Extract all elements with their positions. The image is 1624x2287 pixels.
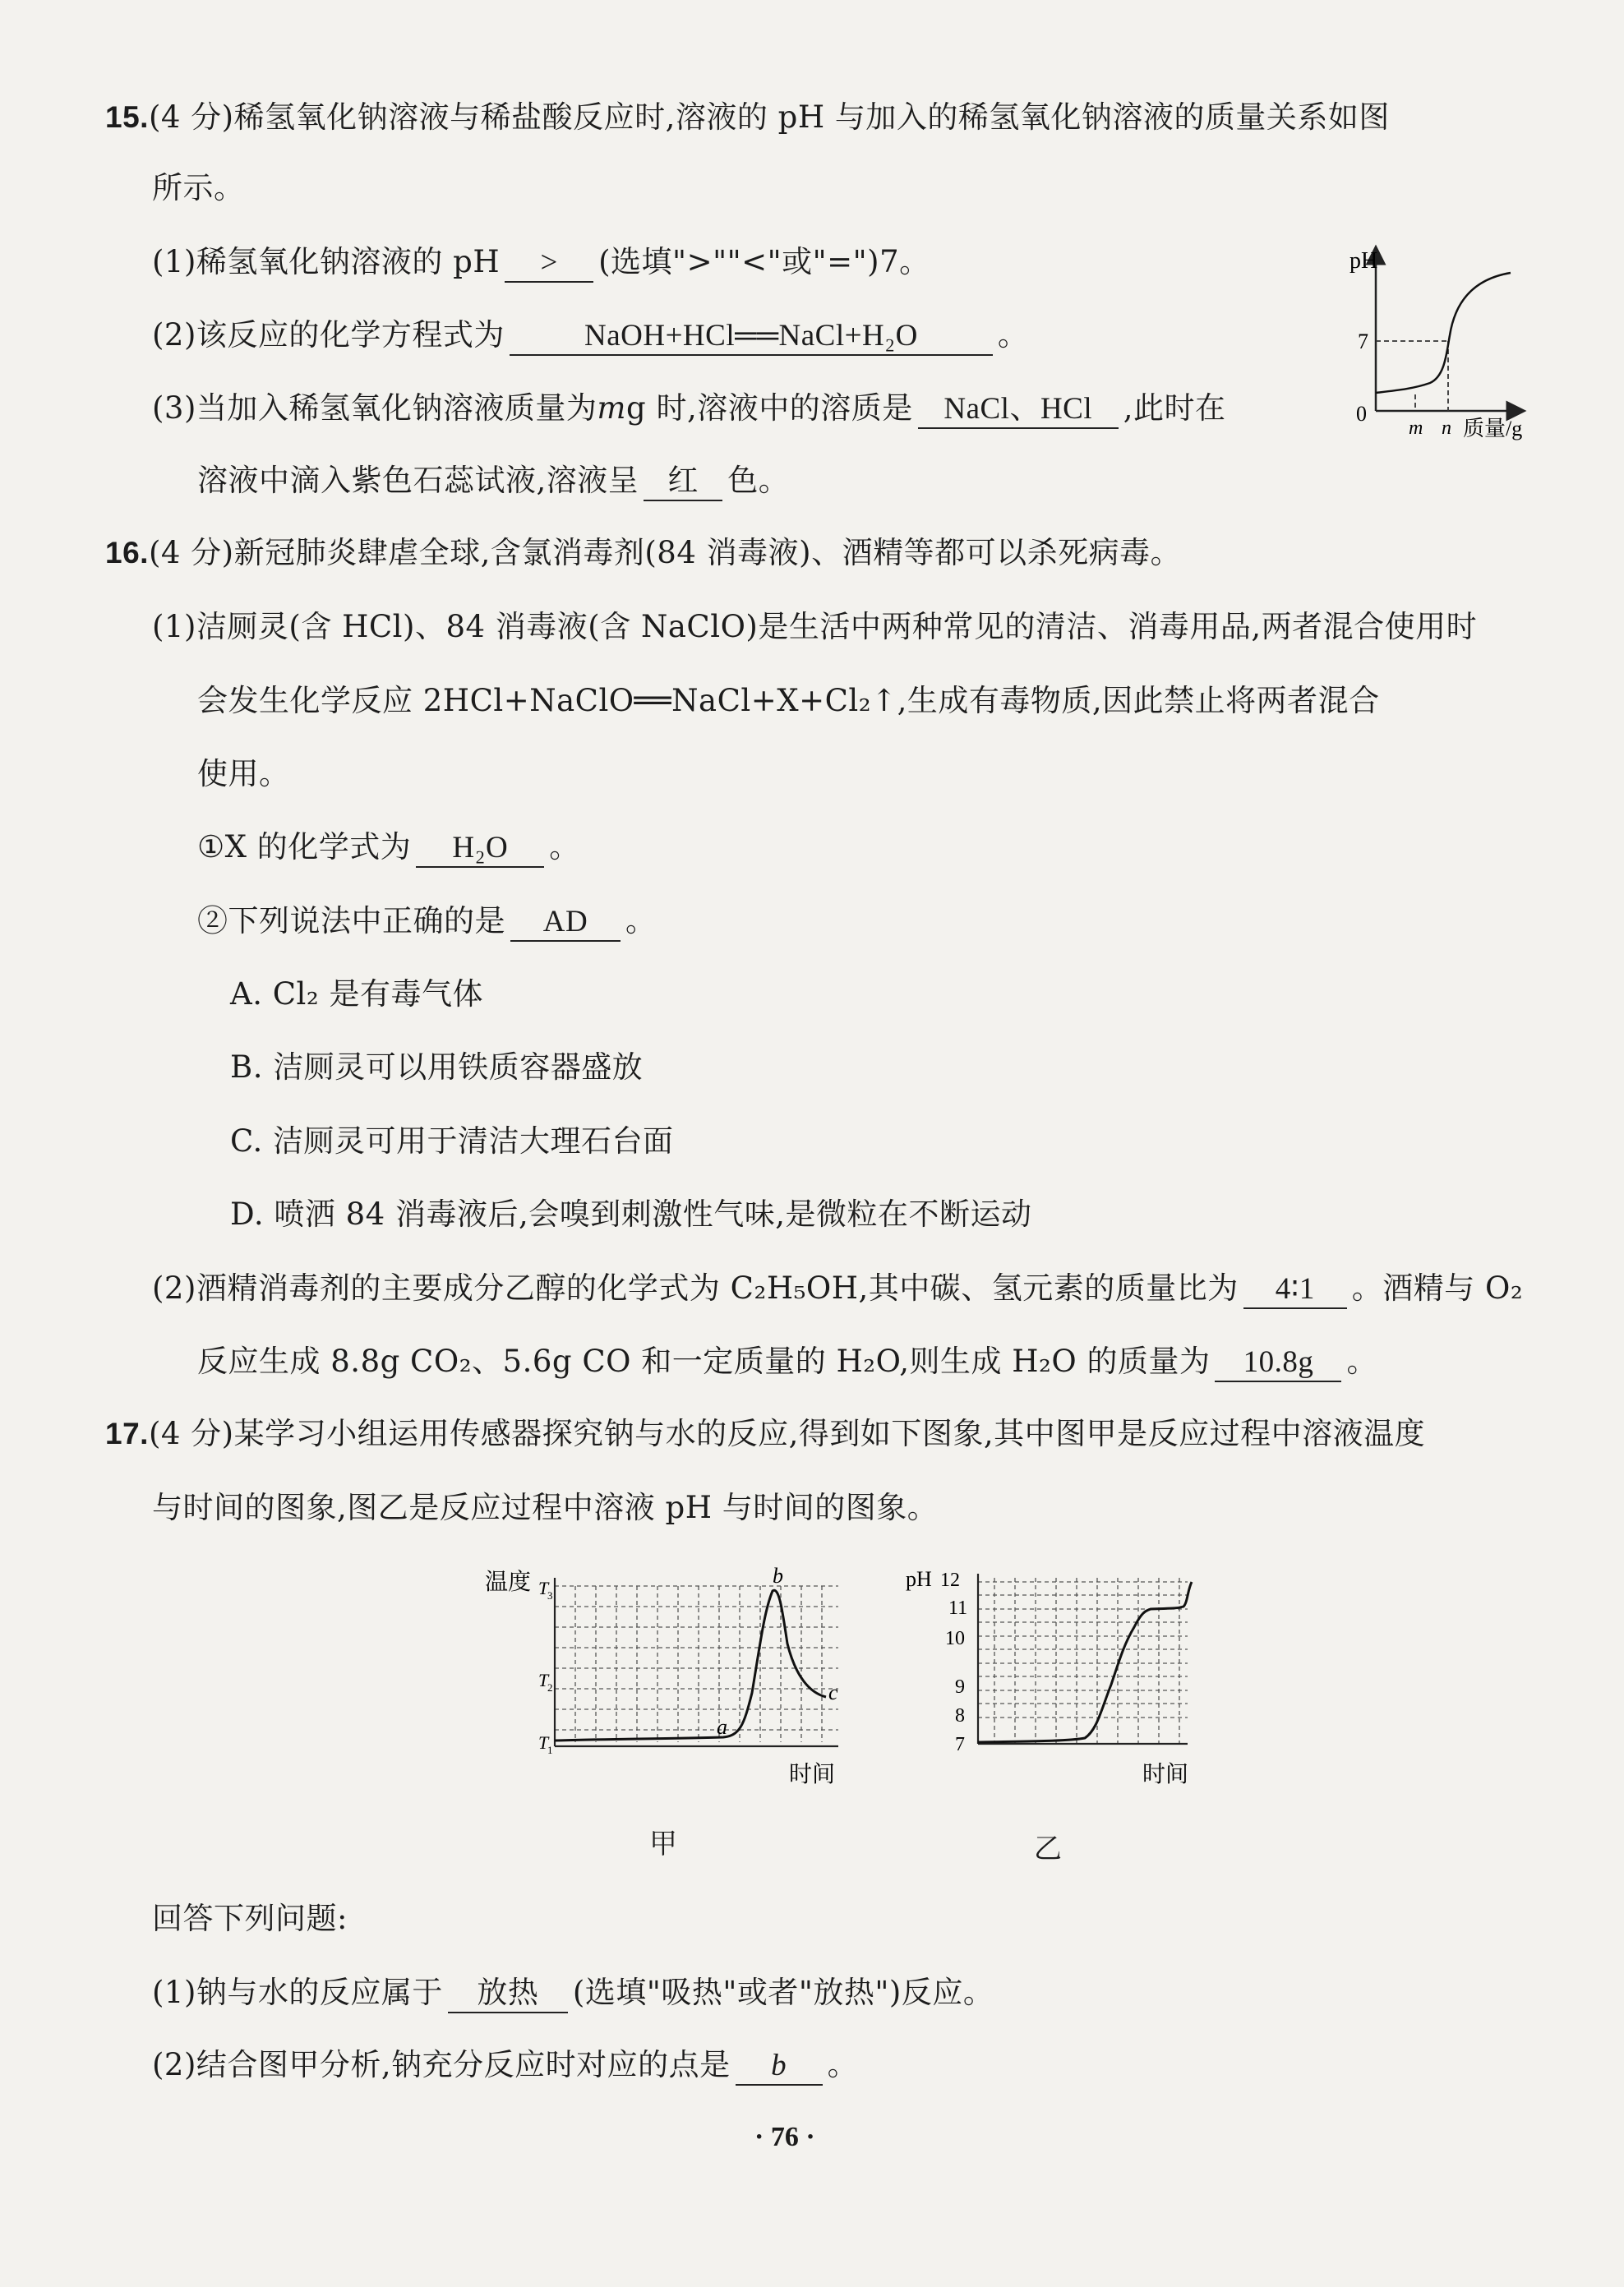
q16-part1-line2: 会发生化学反应 2HCl+NaClO══NaCl+X+Cl₂↑,生成有毒物质,因此禁止将两者混合 [197,683,1380,718]
q16-number: 16. [105,536,149,569]
q16-sub1: ①X 的化学式为 H₂O 。 [197,827,580,868]
q16-part2: (2)酒精消毒剂的主要成分乙醇的化学式为 C₂H₅OH,其中碳、氢元素的质量比为 4∶1 。酒精与 O₂ [152,1268,1523,1309]
svg-text:T: T [538,1670,549,1690]
q15-part3b: 溶液中滴入紫色石蕊试液,溶液呈 红 色。 [197,460,789,501]
q16-part1-line3: 使用。 [197,756,290,791]
q16-sub2: ②下列说法中正确的是 AD 。 [197,901,657,942]
q15-part3: (3)当加入稀氢氧化钠溶液质量为mg 时,溶液中的溶质是 NaCl、HCl ,此时在 [152,388,1226,429]
q16-option-c: C. 洁厕灵可用于清洁大理石台面 [230,1123,674,1159]
svg-text:1: 1 [547,1744,553,1756]
q15-answer4: 红 [644,463,722,501]
q17a-point-a: a [717,1715,727,1739]
svg-text:T: T [538,1578,549,1598]
svg-text:11: 11 [948,1598,968,1619]
q15-part2: (2)该反应的化学方程式为 NaOH+HCl══NaCl+H₂O 。 [152,315,1028,356]
svg-text:2: 2 [547,1681,553,1694]
q15-graph-tick7: 7 [1358,330,1368,353]
q17a-point-b: b [773,1564,783,1588]
q15-answer2: NaOH+HCl══NaCl+H₂O [510,318,993,356]
q17-number: 17. [105,1417,149,1450]
q17-answer2: b [736,2048,823,2086]
q17-temperature-graph [477,1561,863,1791]
svg-text:10: 10 [945,1628,965,1649]
q15-line2: 所示。 [152,170,245,205]
q16-answer4: 10.8g [1215,1344,1341,1382]
q16-part1-line1: (1)洁厕灵(含 HCl)、84 消毒液(含 NaClO)是生活中两种常见的清洁、消毒用品,两者混合使用时 [152,609,1478,644]
q17-caption-a: 甲 [649,1828,677,1860]
q15-graph-ylabel: pH [1349,248,1378,274]
q16-answer1: H₂O [416,830,544,868]
q17-caption-b: 乙 [1034,1833,1062,1865]
q15-ph-graph [1348,238,1545,452]
q17b-ylabel: pH [906,1567,932,1591]
q15-graph-origin: 0 [1356,402,1367,426]
q15-stem: (4 分)稀氢氧化钠溶液与稀盐酸反应时,溶液的 pH 与加入的稀氢氧化钠溶液的质量关系如图 [148,99,1390,135]
q15-answer1: > [505,245,593,283]
svg-text:8: 8 [955,1705,965,1727]
q17-answer1: 放热 [448,1976,568,2013]
svg-text:3: 3 [547,1589,553,1602]
q17a-ylabel: 温度 [485,1570,532,1595]
svg-text:9: 9 [955,1676,965,1698]
q16-line1: 16.(4 分)新冠肺炎肆虐全球,含氯消毒剂(84 消毒液)、酒精等都可以杀死病毒。 [105,535,1182,570]
q17a-point-c: c [828,1681,838,1704]
svg-text:T: T [538,1732,549,1753]
q17-part2: (2)结合图甲分析,钠充分反应时对应的点是 b 。 [152,2045,858,2086]
q15-graph-xlabel: 质量/g [1463,417,1523,440]
page-number: · 76 · [754,2122,815,2152]
q17b-xlabel: 时间 [1142,1762,1189,1787]
q16-option-a: A. Cl₂ 是有毒气体 [230,976,483,1012]
q15-answer3: NaCl、HCl [918,391,1119,429]
q16-option-d: D. 喷洒 84 消毒液后,会嗅到刺激性气味,是微粒在不断运动 [230,1197,1032,1232]
q15-part1: (1)稀氢氧化钠溶液的 pH > (选填">""<"或"=")7。 [152,242,930,283]
q16-answer3: 4∶1 [1243,1271,1347,1309]
q17-line1: 17.(4 分)某学习小组运用传感器探究钠与水的反应,得到如下图象,其中图甲是反应过程中溶液温度 [105,1416,1426,1451]
q16-answer2: AD [510,904,621,942]
q17-ph-graph [904,1561,1216,1791]
q15-line1 [105,97,1390,138]
q15-graph-m: m [1409,417,1423,439]
q16-part2b: 反应生成 8.8g CO₂、5.6g CO 和一定质量的 H₂O,则生成 H₂O 的质量为 10.8g 。 [197,1341,1377,1382]
q15-graph-n: n [1442,417,1451,439]
q17-intro: 回答下列问题: [152,1901,348,1936]
q17-part1: (1)钠与水的反应属于 放热 (选填"吸热"或者"放热")反应。 [152,1972,994,2013]
q17-line2: 与时间的图象,图乙是反应过程中溶液 pH 与时间的图象。 [152,1490,939,1525]
q17a-xlabel: 时间 [789,1762,836,1787]
q16-option-b: B. 洁厕灵可以用铁质容器盛放 [230,1049,644,1085]
q15-number: 15. [105,100,149,134]
svg-text:7: 7 [955,1734,965,1755]
svg-text:12: 12 [940,1570,960,1591]
